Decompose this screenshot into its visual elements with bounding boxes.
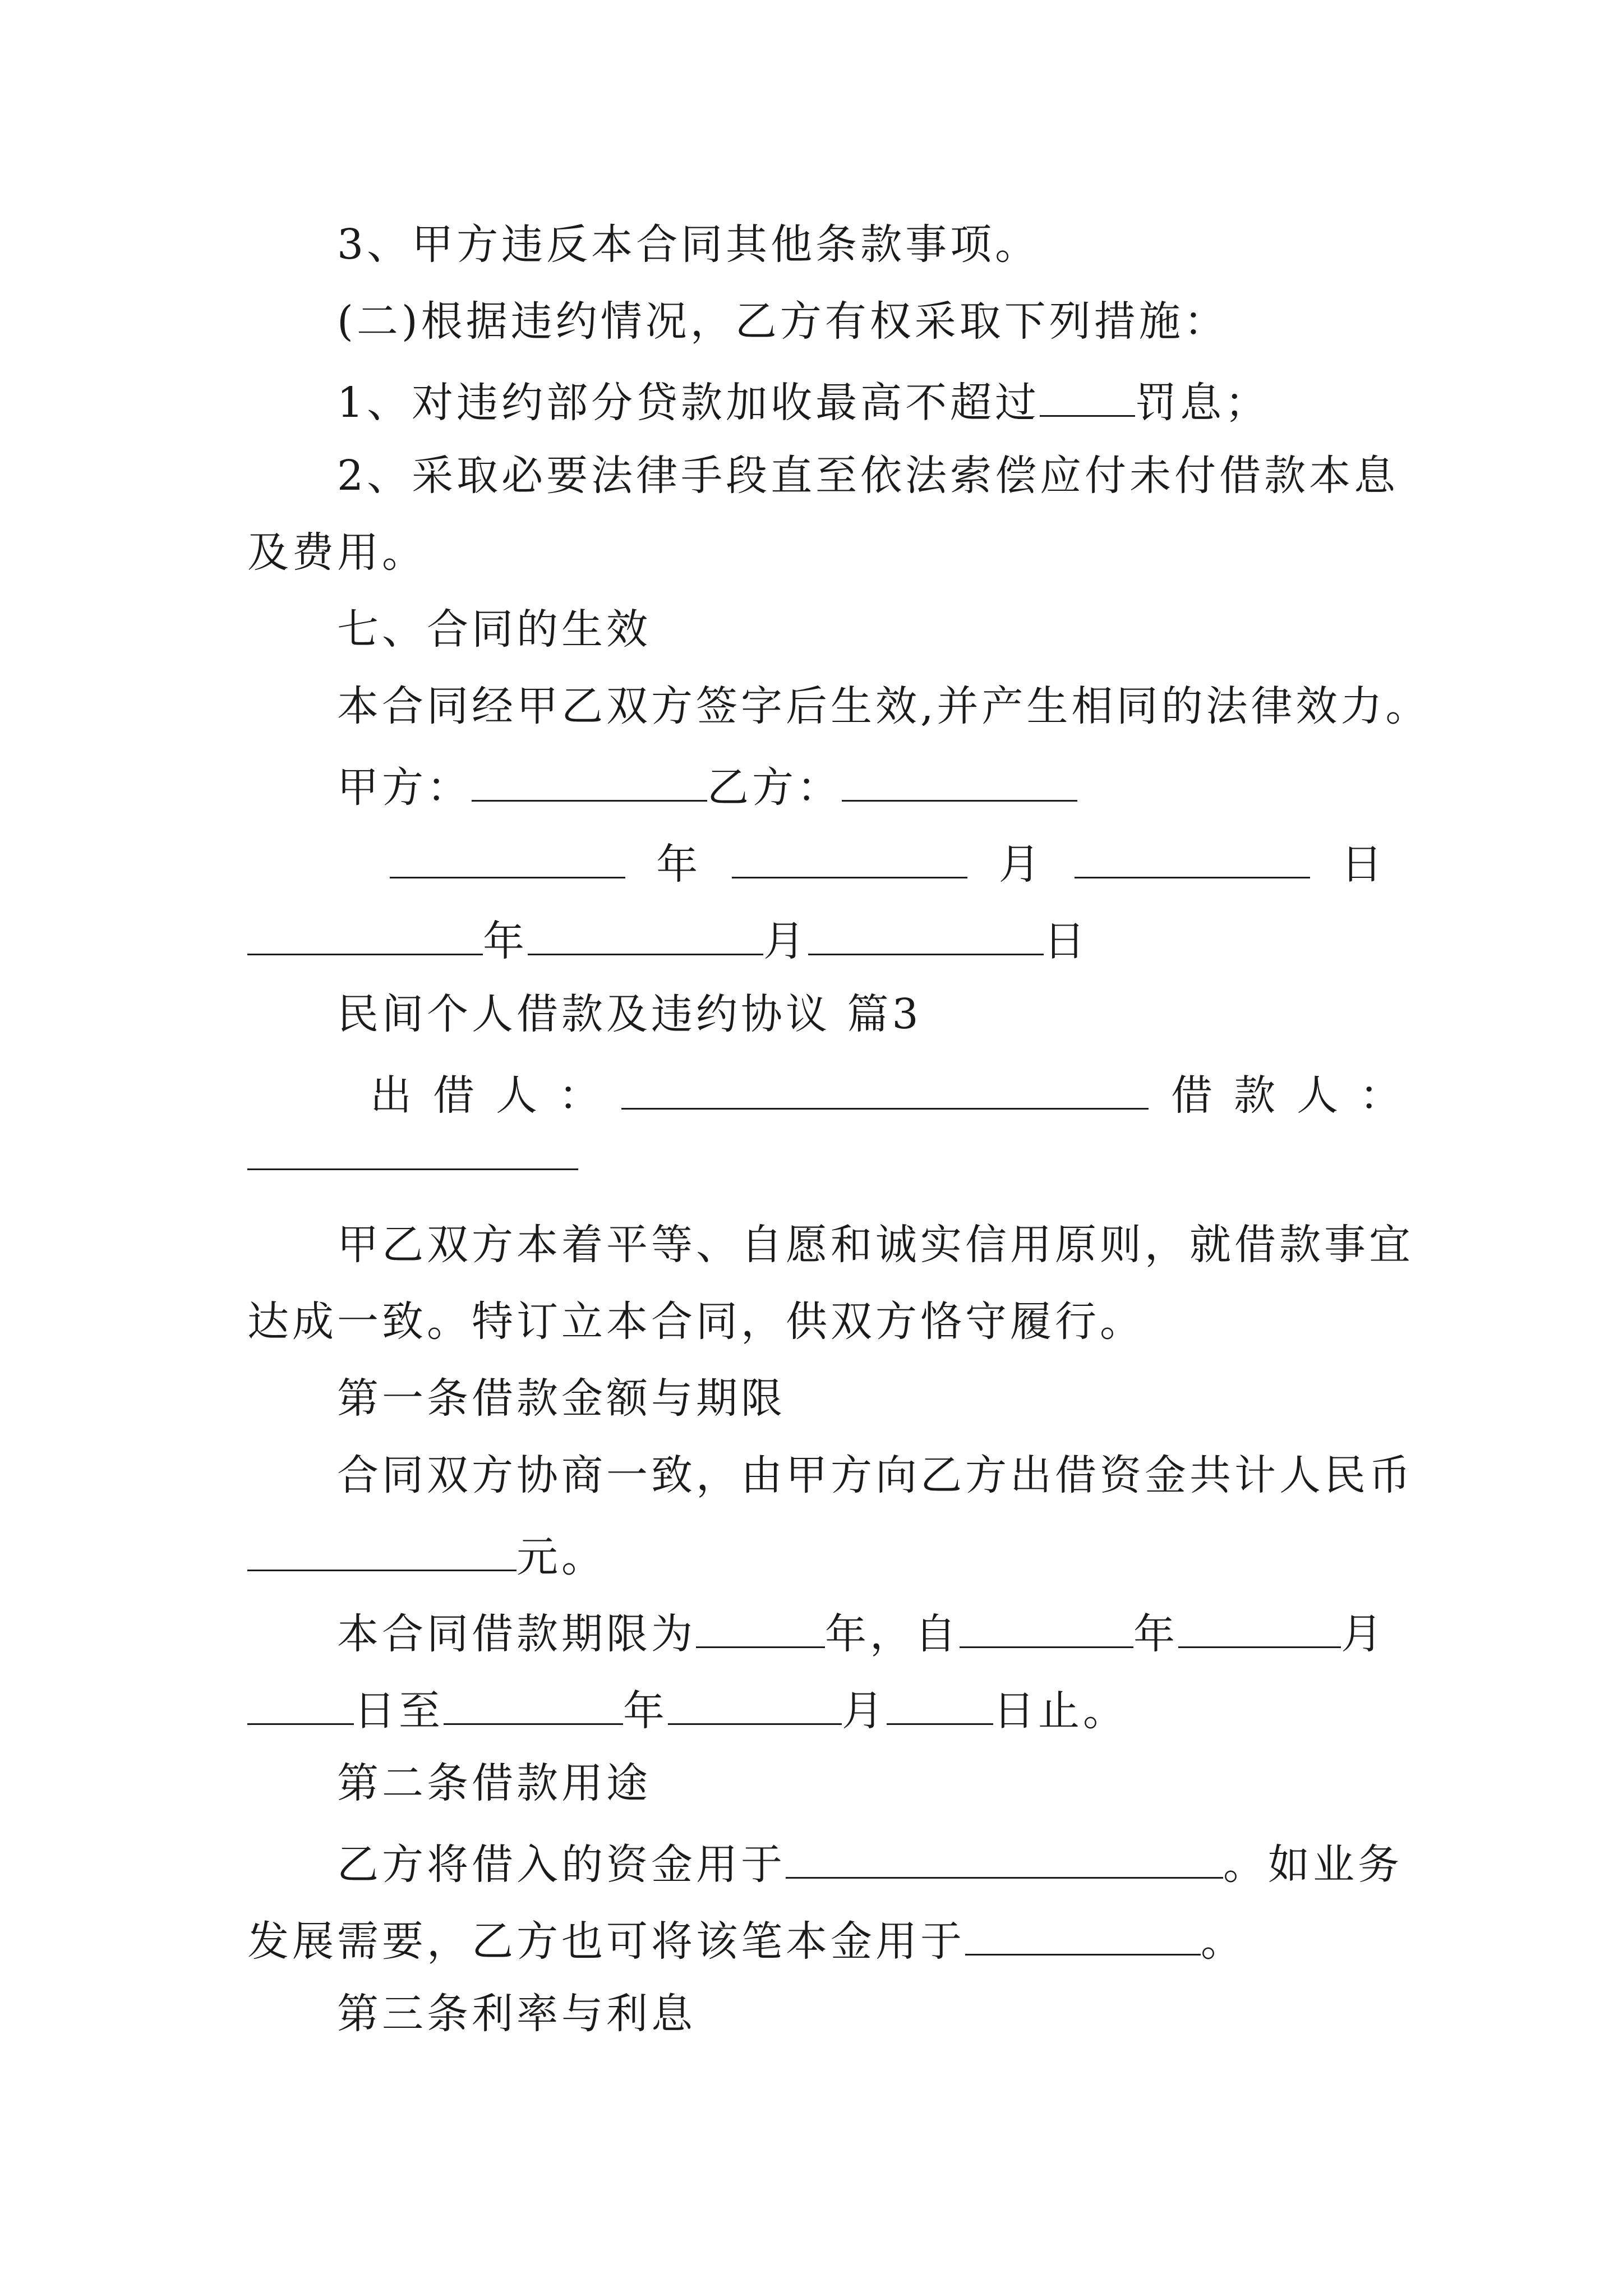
year-label: 年: [656, 840, 702, 889]
loan-purpose-line: [337, 1833, 1403, 1889]
text: 第二条借款用途: [337, 1759, 651, 1807]
text: 乙方将借入的资金用于: [337, 1841, 786, 1889]
preamble-continued: [247, 1295, 1386, 1349]
loan-amount-text: [337, 1448, 1414, 1502]
end-year-blank[interactable]: [444, 1680, 623, 1725]
effectiveness-text: [337, 679, 1431, 733]
text: 合同双方协商一致，由甲方向乙方出借资金共计人民币: [337, 1451, 1414, 1499]
article-2-title: [337, 1756, 1386, 1810]
text: 1、对违约部分贷款加收最高不超过: [337, 379, 1040, 427]
text: 2、采取必要法律手段直至依法索偿应付未付借款本息: [337, 452, 1399, 500]
loan-term-line-continued: [247, 1680, 1386, 1733]
borrower-label: 借款人：: [1171, 1071, 1422, 1120]
signature-line: [337, 756, 1386, 810]
article-1-title: [337, 1372, 1386, 1425]
month-label: 月: [763, 917, 808, 965]
clause-3-violation: [337, 218, 1386, 272]
text: 达成一致。特订立本合同，供双方恪守履行。: [247, 1297, 1145, 1346]
remedies-heading: [337, 295, 1386, 348]
text: 。: [1201, 1917, 1246, 1966]
text: 本合同借款期限为: [337, 1610, 696, 1658]
end-day-blank[interactable]: [887, 1680, 993, 1725]
text: 第三条利率与利息: [337, 1990, 696, 2038]
text: 本合同经甲乙双方签字后生效,并产生相同的法律效力。: [337, 682, 1431, 730]
text: 年，自: [825, 1610, 960, 1658]
article-3-title: [337, 987, 1386, 1041]
penalty-rate-blank[interactable]: [1040, 371, 1135, 417]
text: 日止。: [993, 1687, 1128, 1735]
remedy-1: [337, 371, 1386, 425]
start-month-blank[interactable]: [1178, 1603, 1341, 1648]
text: 第一条借款金额与期限: [337, 1374, 786, 1423]
text: 月: [1341, 1610, 1386, 1658]
month-blank[interactable]: [732, 833, 967, 878]
article-3-interest-title: [337, 1987, 1386, 2041]
remedy-2: [337, 449, 1399, 503]
year-blank[interactable]: [390, 833, 625, 878]
month-blank[interactable]: [528, 910, 763, 955]
text: 3、甲方违反本合同其他条款事项。: [337, 220, 1040, 269]
text: 民间个人借款及违约协议 篇3: [337, 990, 922, 1038]
text: 日至: [354, 1687, 444, 1735]
text: 发展需要，乙方也可将该笔本金用于: [247, 1917, 965, 1966]
end-month-blank[interactable]: [668, 1680, 842, 1725]
party-a-label: 甲方：: [337, 763, 472, 812]
borrower-blank-line: [247, 1125, 1386, 1179]
party-b-label: 乙方：: [707, 763, 842, 812]
text: 年: [1133, 1610, 1178, 1658]
amount-blank[interactable]: [247, 1526, 517, 1571]
day-label: 日: [1340, 840, 1386, 889]
date-line-a: [390, 833, 1386, 887]
day-label: 日: [1044, 917, 1089, 965]
start-day-blank[interactable]: [247, 1680, 354, 1725]
borrower-blank[interactable]: [247, 1125, 578, 1170]
lender-borrower-line: [370, 1064, 1422, 1120]
text: 年: [623, 1687, 668, 1735]
loan-amount-line: [247, 1526, 1386, 1580]
lender-blank[interactable]: [621, 1064, 1149, 1110]
text: 及费用。: [247, 528, 427, 577]
remedy-2-continued: [247, 526, 1386, 579]
text: 罚息；: [1135, 379, 1270, 427]
day-blank[interactable]: [1075, 833, 1310, 878]
year-label: 年: [483, 917, 528, 965]
start-year-blank[interactable]: [960, 1603, 1133, 1648]
text: 甲乙双方本着平等、自愿和诚实信用原则，就借款事宜: [337, 1221, 1414, 1269]
text: 月: [842, 1687, 887, 1735]
loan-term-line: [337, 1603, 1386, 1657]
preamble: [337, 1218, 1414, 1272]
party-b-blank[interactable]: [842, 756, 1077, 802]
year-blank[interactable]: [247, 910, 483, 955]
loan-purpose-line-continued: [247, 1910, 1386, 1964]
section-7-title: [337, 602, 1386, 656]
text: (二)根据违约情况，乙方有权采取下列措施：: [337, 297, 1229, 346]
text: 七、合同的生效: [337, 605, 651, 654]
purpose-blank[interactable]: [786, 1833, 1223, 1879]
text: 元。: [517, 1533, 606, 1581]
day-blank[interactable]: [808, 910, 1044, 955]
lender-label: 出借人：: [370, 1071, 621, 1120]
date-line-b: [247, 910, 1386, 964]
text: 。如业务: [1223, 1841, 1403, 1889]
party-a-blank[interactable]: [472, 756, 707, 802]
term-years-blank[interactable]: [696, 1603, 825, 1648]
alt-purpose-blank[interactable]: [965, 1910, 1201, 1955]
month-label: 月: [998, 840, 1044, 889]
